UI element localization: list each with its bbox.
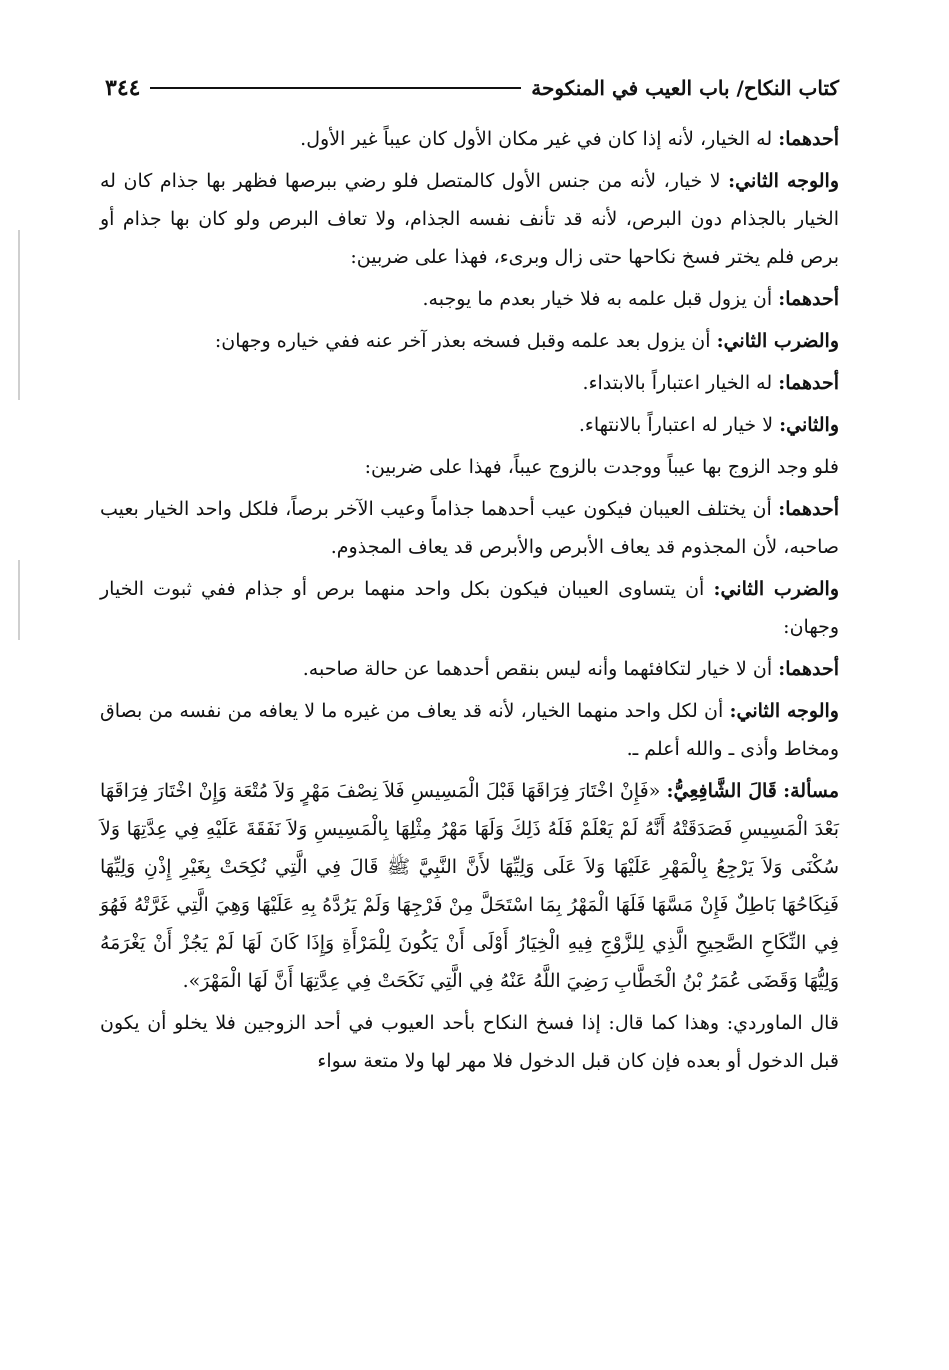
page-body [100,120,839,1084]
paragraph-label: والوجه الثاني: [728,170,839,192]
commentary-text: وهذا كما قال: إذا فسخ النكاح بأحد العيوب في أحد الزوجين فلا يخلو أن يكون قبل الدخول أو بعده فإن كان قبل الدخول فلا مهر لها ولا متعة سواء [100,1012,839,1072]
page-number: ٣٤٤ [105,75,141,101]
paragraph-text: أن لكل واحد منهما الخيار، لأنه قد يعاف من غيره ما لا يعافه من نفسه من بصاق ومخاط وأذى ـ والله أعلم ـ. [100,700,839,760]
masala-label: مسألة: [783,780,839,802]
running-title: كتاب النكاح/ باب العيب في المنكوحة [531,76,839,100]
paragraph-text: أن يتساوى العيبان فيكون بكل واحد منهما برص أو جذام ففي ثبوت الخيار وجهان: [100,578,839,638]
paragraph-label: والثاني: [779,414,839,436]
paragraph [100,490,839,566]
commentary-label: قال الماوردي: [726,1012,839,1034]
paragraph-label: أحدهما: [778,498,839,520]
paragraph [100,448,839,486]
scan-margin-line [18,230,20,400]
paragraph-text: أن يزول قبل علمه به فلا خيار بعدم ما يوجبه. [422,288,779,310]
paragraph [100,120,839,158]
paragraph [100,692,839,768]
paragraph [100,162,839,276]
paragraph [100,322,839,360]
paragraph-label: أحدهما: [778,128,839,150]
paragraph [100,406,839,444]
paragraph-label: أحدهما: [778,658,839,680]
paragraph-text: أن يختلف العيبان فيكون عيب أحدهما جذاماً وعيب الآخر برصاً، فلكل واحد الخيار بعيب صاحبه، لأن المجذوم قد يعاف الأبرص والأبرص قد يعاف المجذوم. [100,498,839,558]
paragraph [100,280,839,318]
paragraph-text: لا خيار له اعتباراً بالانتهاء. [578,414,780,436]
paragraph-label: والضرب الثاني: [713,578,839,600]
paragraph-label: أحدهما: [778,372,839,394]
commentary-paragraph [100,1004,839,1080]
paragraph [100,570,839,646]
page-header [105,70,839,106]
paragraph-text: له الخيار، لأنه إذا كان في غير مكان الأول كان عيباً غير الأول. [300,128,779,150]
paragraph [100,364,839,402]
paragraph-label: والوجه الثاني: [729,700,839,722]
paragraph-text: لا خيار، لأنه من جنس الأول كالمتصل فلو رضي ببرصها فظهر بها جذام كان له الخيار بالجذام دون البرص، لأنه قد تأنف نفسه الجذام، ولا تعاف البرص ولو كان بها جذام أو برص فلم يختر فسخ نكاحها حتى زال وبرىء، فهذا على ضربين: [100,170,839,268]
scan-margin-line [18,560,20,640]
masala-paragraph [100,772,839,1000]
header-rule [150,87,521,89]
paragraph-text: أن يزول بعد علمه وقبل فسخه بعذر آخر عنه ففي خياره وجهان: [214,330,717,352]
masala-quote: «فَإِنْ اخْتَارَ فِرَاقَهَا قَبْلَ الْمَسِيسِ فَلاَ نِصْفَ مَهْرٍ وَلاَ مُتْعَة وَإِنْ اخْتَارَ فِرَاقَهَا بَعْدَ الْمَسِيسِ فَصَدَقَتْهُ أَنَّهُ لَمْ يَعْلَمْ فَلَهُ ذَلِكَ وَلَهَا مَهْرُ مِثْلِهَا بِالْمَسِيسِ وَلاَ نَفَقَةَ عَلَيْهِ فِي عِدَّتِهَا وَلاَ سُكْنَى وَلاَ يَرْجِعُ بِالْمَهْرِ عَلَيْهَا وَلاَ عَلَى وَلِيِّهَا لأَنَّ النَّبِيَّ ﷺ قَالَ فِي الَّتِي نُكِحَتْ بِغَيْرِ إِذْنِ وَلِيِّهَا فَنِكَاحُهَا بَاطِلٌ فَإِنْ مَسَّهَا فَلَهَا الْمَهْرُ بِمَا اسْتَحَلَّ مِنْ فَرْجِهَا وَلَمْ يَرُدَّهُ بِهِ عَلَيْهَا وَهِيَ الَّتِي غَرَّتْهُ فَهُوَ فِي النِّكَاحِ الصَّحِيحِ الَّذِي لِلزَّوْجِ فِيهِ الْخِيَارُ أَوْلَى أَنْ يَكُونَ لِلْمَرْأَةِ وَإِذَا كَانَ لَهَا لَمْ يَجُزْ أَنْ يَغْرَمَهُ وَلِيُّهَا وَقَضَى عُمَرُ بْنُ الْخَطَّابِ رَضِيَ اللَّهُ عَنْهُ فِي الَّتِي نَكَحَتْ فِي عِدَّتِهَا أَنَّ لَهَا الْمَهْرَ». [100,780,839,992]
paragraph-text: له الخيار اعتباراً بالابتداء. [582,372,779,394]
paragraph [100,650,839,688]
paragraph-label: أحدهما: [778,288,839,310]
paragraph-label: والضرب الثاني: [716,330,839,352]
paragraph-text: فلو وجد الزوج بها عيباً ووجدت بالزوج عيباً، فهذا على ضربين: [364,456,839,478]
paragraph-text: أن لا خيار لتكافئهما وأنه ليس بنقص أحدهما عن حالة صاحبه. [302,658,779,680]
masala-speaker: قَالَ الشَّافِعِيُّ: [666,780,777,802]
